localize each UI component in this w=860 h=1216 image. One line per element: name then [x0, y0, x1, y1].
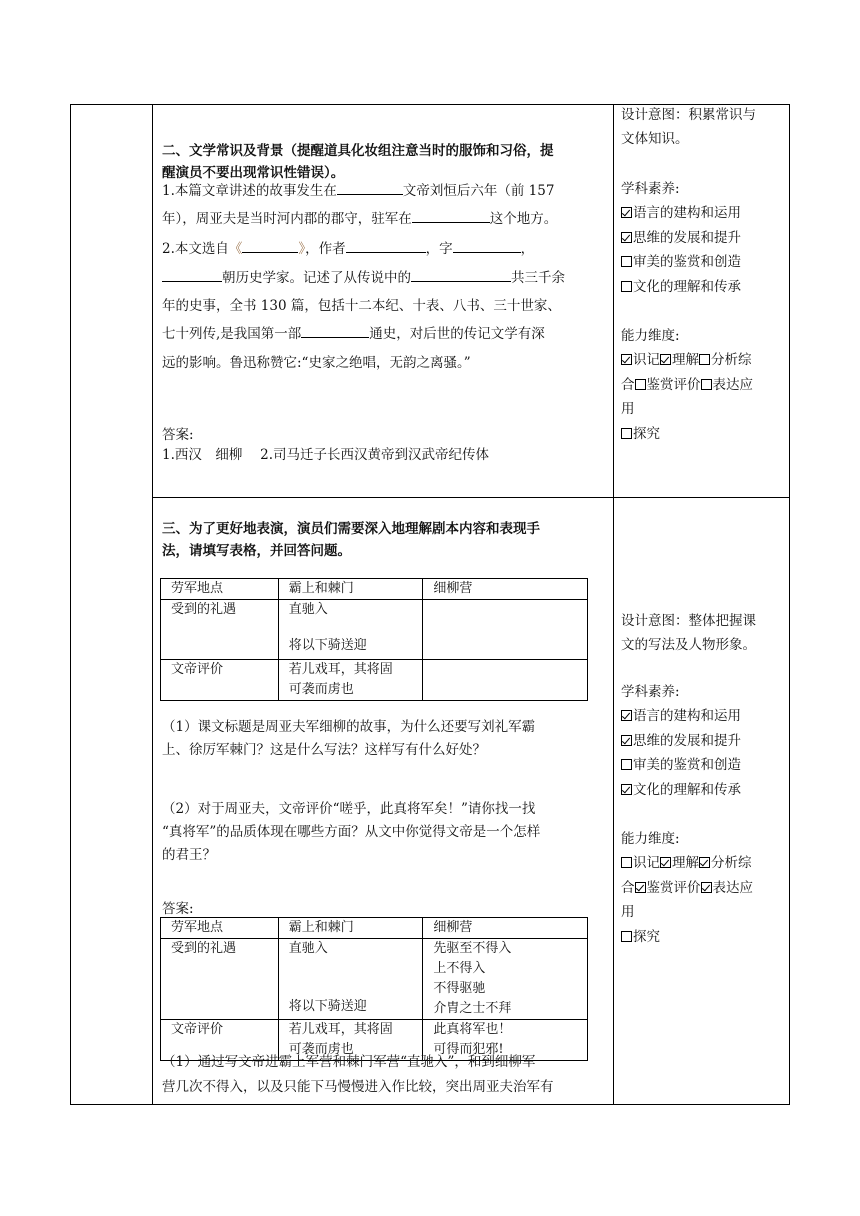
s3-q1-line2: 上、徐厉军棘门？这是什么写法？这样写有什么好处？: [162, 742, 486, 758]
ability-line-1a: 识记 理解 分析综: [621, 348, 752, 372]
table-cell: 直驰入 将以下骑送迎: [278, 600, 423, 660]
checkbox-icon[interactable]: [660, 354, 671, 365]
table-header: 劳军地点: [161, 918, 279, 939]
table-row-label: 受到的礼遇: [161, 939, 279, 1020]
row-divider: [152, 497, 789, 498]
q2-line5: 远的影响。鲁迅称赞它:“史家之绝唱，无韵之离骚。”: [162, 355, 471, 371]
design-intent-2-line2: 文的写法及人物形象。: [621, 637, 756, 653]
literacy-item-1d: 文化的理解和传承: [621, 275, 741, 299]
literacy-item-1c: 审美的鉴赏和创造: [621, 250, 741, 274]
blank-dynasty-2[interactable]: [162, 267, 222, 282]
table-cell-empty[interactable]: [423, 600, 588, 660]
checkbox-icon[interactable]: [621, 759, 632, 770]
checkbox-icon[interactable]: [621, 931, 632, 942]
q2-line2: 朝历史学家。记述了从传说中的 共三千余: [162, 266, 565, 290]
q2-line1: 2.本文选自《 》，作者 ，字 ，: [162, 237, 534, 261]
checkbox-icon[interactable]: [635, 379, 646, 390]
checkbox-icon[interactable]: [701, 379, 712, 390]
s3-answer-line2: 营几次不得入，以及只能下马慢慢进入作比较，突出周亚夫治军有: [162, 1079, 554, 1095]
literacy-item-2b: 思维的发展和提升: [621, 729, 741, 753]
table-row-label: 受到的礼遇: [161, 600, 279, 660]
column-divider-left: [152, 105, 153, 1104]
section3-heading-line2: 法，请填写表格，并回答问题。: [162, 543, 351, 559]
checkbox-icon[interactable]: [621, 256, 632, 267]
literacy-item-2c: 审美的鉴赏和创造: [621, 753, 741, 777]
ability-line-2d: 探究: [621, 925, 660, 949]
design-intent-1-line1: 设计意图：积累常识与: [621, 107, 756, 123]
blank-author[interactable]: [346, 238, 426, 253]
checkbox-icon[interactable]: [699, 354, 710, 365]
checkbox-icon[interactable]: [621, 784, 632, 795]
design-intent-1-line2: 文体知识。: [621, 131, 689, 147]
literacy-item-1b: 思维的发展和提升: [621, 226, 741, 250]
q2-line3: 年的史事，全书 130 篇，包括十二本纪、十表、八书、三十世家、: [162, 298, 561, 314]
checkbox-icon[interactable]: [621, 354, 632, 365]
table-header: 霸上和棘门: [278, 918, 423, 939]
table-cell: 若儿戏耳，其将固 可袭而虏也: [278, 660, 423, 701]
checkbox-icon[interactable]: [621, 710, 632, 721]
table-cell: 直驰入 将以下骑送迎: [278, 939, 423, 1020]
section3-heading-line1: 三、为了更好地表演，演员们需要深入地理解剧本内容和表现手: [162, 521, 540, 537]
checkbox-icon[interactable]: [699, 857, 710, 868]
checkbox-icon[interactable]: [621, 735, 632, 746]
checkbox-icon[interactable]: [701, 882, 712, 893]
section2-heading-line1: 二、文学常识及背景（提醒道具化妆组注意当时的服饰和习俗，提: [162, 143, 554, 159]
table-header: 劳军地点: [161, 579, 279, 600]
answer-table: [160, 917, 588, 1061]
section2-answer-label: 答案:: [162, 427, 194, 443]
q1-line2: 年），周亚夫是当时河内郡的郡守，驻军在 这个地方。: [162, 207, 557, 231]
ability-line-1b: 合 鉴赏评价 表达应: [621, 377, 753, 393]
checkbox-icon[interactable]: [621, 232, 632, 243]
table-header: 细柳营: [423, 918, 588, 939]
ability-title-1: 能力维度:: [621, 328, 680, 344]
ability-line-2b: 合 鉴赏评价 表达应: [621, 880, 753, 896]
table-row-label: 文帝评价: [161, 660, 279, 701]
blank-location[interactable]: [412, 208, 490, 223]
literacy-title-2: 学科素养:: [621, 684, 680, 700]
literacy-title-1: 学科素养:: [621, 181, 680, 197]
blank-courtesy-name[interactable]: [453, 238, 521, 253]
checkbox-icon[interactable]: [621, 857, 632, 868]
fill-table: [160, 578, 588, 701]
literacy-item-1a: 语言的建构和运用: [621, 201, 741, 225]
q2-line4: 七十列传,是我国第一部 通史，对后世的传记文学有深: [162, 322, 545, 346]
ability-title-2: 能力维度:: [621, 831, 680, 847]
checkbox-icon[interactable]: [621, 207, 632, 218]
checkbox-icon[interactable]: [660, 857, 671, 868]
blank-book[interactable]: [242, 238, 298, 253]
table-header: 细柳营: [423, 579, 588, 600]
table-header: 霸上和棘门: [278, 579, 423, 600]
column-divider-right: [613, 105, 614, 1104]
section2-heading-line2: 醒演员不要出现常识性错误）。: [162, 165, 345, 181]
table-cell: 先驱至不得入 上不得入 不得驱驰 介胄之士不拜: [423, 939, 588, 1020]
blank-period[interactable]: [411, 267, 511, 282]
table-cell: 若儿戏耳，其将固 可袭而虏也: [278, 1020, 423, 1061]
checkbox-icon[interactable]: [635, 882, 646, 893]
s3-q1-line1: （1）课文标题是周亚夫军细柳的故事，为什么还要写刘礼军霸: [162, 719, 536, 735]
literacy-item-2d: 文化的理解和传承: [621, 778, 741, 802]
section3-answer-label: 答案:: [162, 901, 194, 917]
s3-q2-line3: 的君王？: [162, 847, 216, 863]
s3-q2-line1: （2）对于周亚夫，文帝评价“嗟乎，此真将军矣！”请你找一找: [162, 801, 536, 817]
ability-line-1d: 探究: [621, 422, 660, 446]
blank-dynasty[interactable]: [337, 180, 403, 195]
checkbox-icon[interactable]: [621, 428, 632, 439]
section2-answer-text: 1.西汉 细柳 2.司马迁子长西汉黄帝到汉武帝纪传体: [162, 447, 490, 463]
lesson-plan-table: [70, 104, 790, 1105]
ability-line-2c: 用: [621, 904, 635, 920]
ability-line-1c: 用: [621, 401, 635, 417]
ability-line-2a: 识记 理解 分析综: [621, 851, 752, 875]
table-cell-empty[interactable]: [423, 660, 588, 701]
table-cell: 此真将军也！ 可得而犯邪!: [423, 1020, 588, 1061]
s3-q2-line2: “真将军”的品质体现在哪些方面？从文中你觉得文帝是一个怎样: [162, 824, 541, 840]
checkbox-icon[interactable]: [621, 281, 632, 292]
design-intent-2-line1: 设计意图：整体把握课: [621, 613, 756, 629]
s3-answer-line1: （1）通过写文帝进霸上军营和棘门军营“直驰入”，和到细柳军: [162, 1054, 536, 1070]
q1-line1: 1.本篇文章讲述的故事发生在 文帝刘恒后六年（前 157: [162, 179, 554, 203]
literacy-item-2a: 语言的建构和运用: [621, 704, 741, 728]
blank-history-type[interactable]: [301, 323, 369, 338]
table-row-label: 文帝评价: [161, 1020, 279, 1061]
